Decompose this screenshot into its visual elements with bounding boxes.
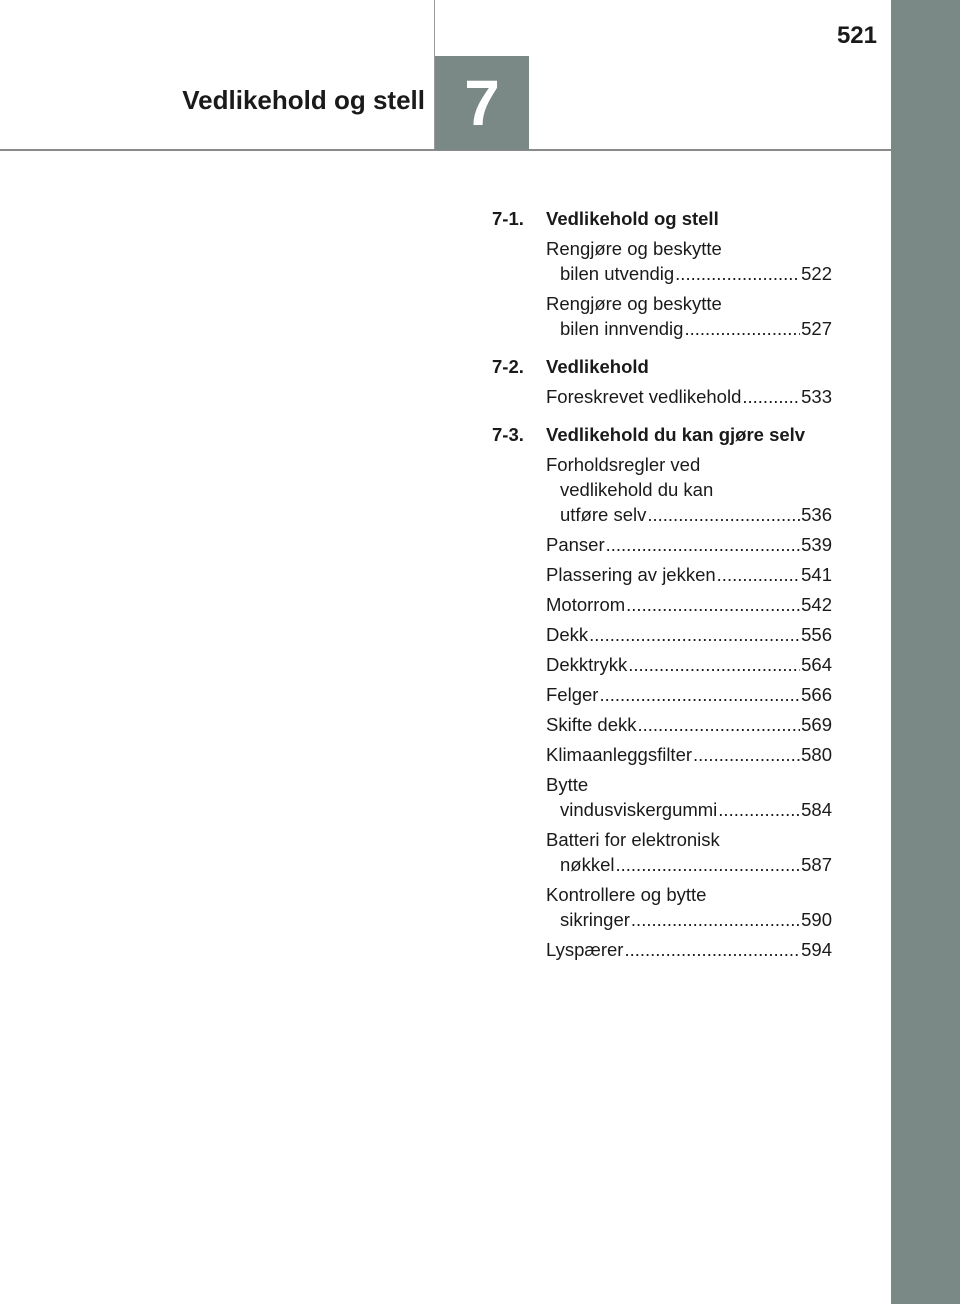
dot-leader xyxy=(717,562,800,587)
toc-entry-text: Rengjøre og beskytte xyxy=(546,238,722,259)
toc-entry-line xyxy=(546,592,832,617)
dot-leader xyxy=(599,682,800,707)
toc-entry-line xyxy=(546,827,832,852)
toc-section-number: 7-1. xyxy=(492,208,524,229)
chapter-number: 7 xyxy=(464,67,500,139)
toc-section-heading[interactable] xyxy=(492,354,832,379)
toc-entry-page: 536 xyxy=(801,504,832,525)
toc-entry-line xyxy=(546,532,832,557)
toc-entry-line xyxy=(546,261,832,286)
toc-section-number: 7-3. xyxy=(492,424,524,445)
chapter-side-tab xyxy=(891,0,960,1304)
toc-entry-page: 564 xyxy=(801,654,832,675)
toc-entry-line xyxy=(546,652,832,677)
toc-entry-line xyxy=(546,682,832,707)
toc-entry-page: 541 xyxy=(801,564,832,585)
toc-entry-text: Motorrom xyxy=(546,594,626,615)
toc-entry-page: 594 xyxy=(801,939,832,960)
dot-leader xyxy=(606,532,801,557)
dot-leader xyxy=(675,261,800,286)
toc-entry-text: Foreskrevet vedlikehold xyxy=(546,386,742,407)
toc-entry-line xyxy=(546,937,832,962)
dot-leader xyxy=(631,907,800,932)
toc-entry-text: Dekktrykk xyxy=(546,654,628,675)
dot-leader xyxy=(638,712,801,737)
toc-entry-text: Skifte dekk xyxy=(546,714,637,735)
toc-entry-page: 556 xyxy=(801,624,832,645)
toc-entry-text: Kontrollere og bytte xyxy=(546,884,707,905)
dot-leader xyxy=(693,742,800,767)
dot-leader xyxy=(626,592,800,617)
toc-entry-line xyxy=(546,452,832,477)
toc-entry-line xyxy=(546,882,832,907)
toc-entry-text: Plassering av jekken xyxy=(546,564,716,585)
toc-entry-line xyxy=(546,562,832,587)
dot-leader xyxy=(624,937,800,962)
chapter-number-box xyxy=(435,56,529,150)
toc-entry-page: 542 xyxy=(801,594,832,615)
toc-entry-page: 522 xyxy=(801,263,832,284)
toc-section xyxy=(492,422,832,962)
toc-section-heading[interactable] xyxy=(492,422,832,447)
toc-entry[interactable] xyxy=(546,562,832,587)
page-number: 521 xyxy=(836,22,877,49)
toc-entry-line xyxy=(546,502,832,527)
dot-leader xyxy=(589,622,800,647)
toc-entry-line xyxy=(546,384,832,409)
toc-entry[interactable] xyxy=(546,384,832,409)
dot-leader xyxy=(718,797,800,822)
toc-entry-line xyxy=(546,622,832,647)
toc-section-title: Vedlikehold du kan gjøre selv xyxy=(546,424,806,445)
toc-entry-page: 539 xyxy=(801,534,832,555)
toc-entry-page: 566 xyxy=(801,684,832,705)
toc-section xyxy=(492,206,832,341)
toc-entry[interactable] xyxy=(546,682,832,707)
toc-entry[interactable] xyxy=(546,452,832,527)
toc-entry-page: 590 xyxy=(801,909,832,930)
toc-entry-text: Bytte xyxy=(546,774,589,795)
toc-entry-text: Rengjøre og beskytte xyxy=(546,293,722,314)
toc-entry-text: utføre selv xyxy=(560,504,647,525)
toc-entry-text: Panser xyxy=(546,534,605,555)
toc-entry[interactable] xyxy=(546,592,832,617)
toc-entry-text: Klimaanleggsfilter xyxy=(546,744,693,765)
toc-section-title: Vedlikehold og stell xyxy=(546,208,719,229)
toc-entry-page: 527 xyxy=(801,318,832,339)
toc-entry[interactable] xyxy=(546,937,832,962)
toc-entry-line xyxy=(546,907,832,932)
toc-entry-text: vindusviskergummi xyxy=(560,799,718,820)
toc-section xyxy=(492,354,832,409)
toc-entry-text: Felger xyxy=(546,684,599,705)
toc-entry-text: sikringer xyxy=(560,909,630,930)
toc-entry-text: Batteri for elektronisk xyxy=(546,829,720,850)
toc-section-heading[interactable] xyxy=(492,206,832,231)
toc-entry-line xyxy=(546,236,832,261)
toc-entry-line xyxy=(546,772,832,797)
dot-leader xyxy=(647,502,800,527)
toc-section-number: 7-2. xyxy=(492,356,524,377)
toc-entry-line xyxy=(546,852,832,877)
toc-entry-text: vedlikehold du kan xyxy=(560,479,714,500)
toc-entry-page: 587 xyxy=(801,854,832,875)
toc-entry-page: 569 xyxy=(801,714,832,735)
toc-entry[interactable] xyxy=(546,712,832,737)
toc-entry-text: Forholdsregler ved xyxy=(546,454,701,475)
toc-entry[interactable] xyxy=(546,291,832,341)
dot-leader xyxy=(742,384,800,409)
toc-entry[interactable] xyxy=(546,622,832,647)
toc-entry-page: 584 xyxy=(801,799,832,820)
dot-leader xyxy=(616,852,801,877)
toc-entry[interactable] xyxy=(546,742,832,767)
toc-entry-text: nøkkel xyxy=(560,854,615,875)
chapter-title: Vedlikehold og stell xyxy=(182,85,425,115)
toc-entry[interactable] xyxy=(546,236,832,286)
toc-entry-text: Lyspærer xyxy=(546,939,624,960)
dot-leader xyxy=(684,316,800,341)
dot-leader xyxy=(628,652,800,677)
toc-entry-page: 580 xyxy=(801,744,832,765)
toc-entry-line xyxy=(546,712,832,737)
toc-entry-line xyxy=(546,742,832,767)
toc-entry-text: Dekk xyxy=(546,624,589,645)
table-of-contents xyxy=(492,206,832,975)
toc-entry[interactable] xyxy=(546,827,832,877)
toc-entry-line xyxy=(546,291,832,316)
toc-entry[interactable] xyxy=(546,532,832,557)
toc-entry[interactable] xyxy=(546,882,832,932)
toc-entry[interactable] xyxy=(546,772,832,822)
toc-entry-page: 533 xyxy=(801,386,832,407)
toc-entry[interactable] xyxy=(546,652,832,677)
toc-entry-line xyxy=(546,316,832,341)
toc-entry-text: bilen innvendig xyxy=(560,318,684,339)
toc-entry-line xyxy=(546,477,832,502)
toc-section-title: Vedlikehold xyxy=(546,356,649,377)
toc-entry-line xyxy=(546,797,832,822)
toc-entry-text: bilen utvendig xyxy=(560,263,675,284)
